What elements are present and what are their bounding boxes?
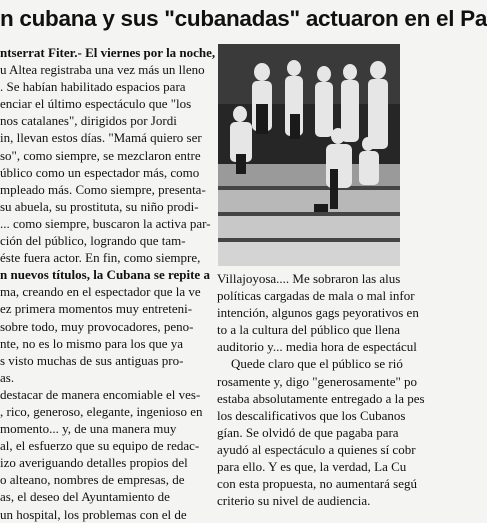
article-line: su abuela, su prostituta, su niño prodi- [0, 198, 199, 214]
article-line: estaba absolutamente entregado a la pes [217, 390, 425, 406]
article-line: éste fuera actor. En fin, como siempre, [0, 250, 201, 266]
article-line: Quede claro que el público se rió [231, 356, 403, 372]
article-line: ... como siempre, buscaron la activa par- [0, 215, 211, 231]
article-line: políticas cargadas de mala o mal infor [217, 288, 415, 304]
article-line: rosamente y, digo "generosamente" po [217, 373, 418, 389]
article-line: so", como siempre, se mezclaron entre [0, 147, 201, 163]
article-line: , rico, generoso, elegante, ingenioso en [0, 403, 203, 419]
article-line: n nuevos títulos, la Cubana se repite a [0, 267, 210, 283]
article-line: con esta propuesta, no aumentará segú [217, 476, 417, 492]
article-line: s visto muchas de sus antiguas pro- [0, 352, 184, 368]
article-line: destacar de manera encomiable el ves- [0, 386, 201, 402]
article-line: nos catalanes", dirigidos por Jordi [0, 113, 177, 129]
article-line: as, el deseo del Ayuntamiento de [0, 489, 170, 505]
article-line: para ello. Y es que, la verdad, La Cu [217, 459, 407, 475]
article-line: u Altea registraba una vez más un lleno [0, 62, 205, 78]
article-line: gían. Se olvidó de que pagaba para [217, 424, 399, 440]
article-line: to a la cultura del público que llena [217, 322, 401, 338]
article-line: nte, no es lo mismo para los que ya [0, 335, 184, 351]
performers-photo-image [218, 44, 400, 266]
article-line: ez primera momentos muy entreteni- [0, 301, 193, 317]
article-line: izo averiguando detalles propios del [0, 455, 188, 471]
article-line: los descalificativos que los Cubanos [217, 407, 406, 423]
article-line: al, el esfuerzo que su equipo de redac- [0, 438, 200, 454]
article-line: ayudó al espectáculo a quienes sí cobr [217, 441, 416, 457]
right-column [217, 270, 425, 509]
article-line: sobre todo, muy provocadores, peno- [0, 318, 194, 334]
article-line: úblico como un espectador más, como [0, 164, 200, 180]
article-line: enciar el último espectáculo que "los [0, 96, 192, 112]
article-line: ma, creando en el espectador que la ve [0, 284, 201, 300]
article-line: criterio su nivel de audiencia. [217, 493, 371, 509]
left-column [0, 44, 216, 523]
article-line: ntserrat Fiter.- El viernes por la noche, [0, 45, 216, 60]
article-line: as. [0, 369, 15, 385]
article-line: in, llevan estos días. "Mamá quiero ser [0, 130, 202, 146]
article-line: Villajoyosa.... Me sobraron las alus [217, 271, 401, 286]
article-line: momento... y, de una manera muy [0, 421, 177, 437]
article-line: ción del público, logrando que tam- [0, 233, 186, 249]
article-line: . Se habían habilitado espacios para [0, 79, 186, 95]
article-line: intención, algunos gags peyorativos en [217, 305, 419, 321]
article-line: mpleado más. Como siempre, presenta- [0, 181, 206, 197]
headline: n cubana y sus "cubanadas" actuaron en el Pa [0, 6, 487, 31]
article-line: auditorio y... media hora de espectácul [217, 339, 417, 355]
article-line: un hospital, los problemas con el de [0, 506, 187, 522]
performers-photo [218, 44, 400, 266]
article-line: o alteano, nombres de empresas, de [0, 472, 185, 488]
